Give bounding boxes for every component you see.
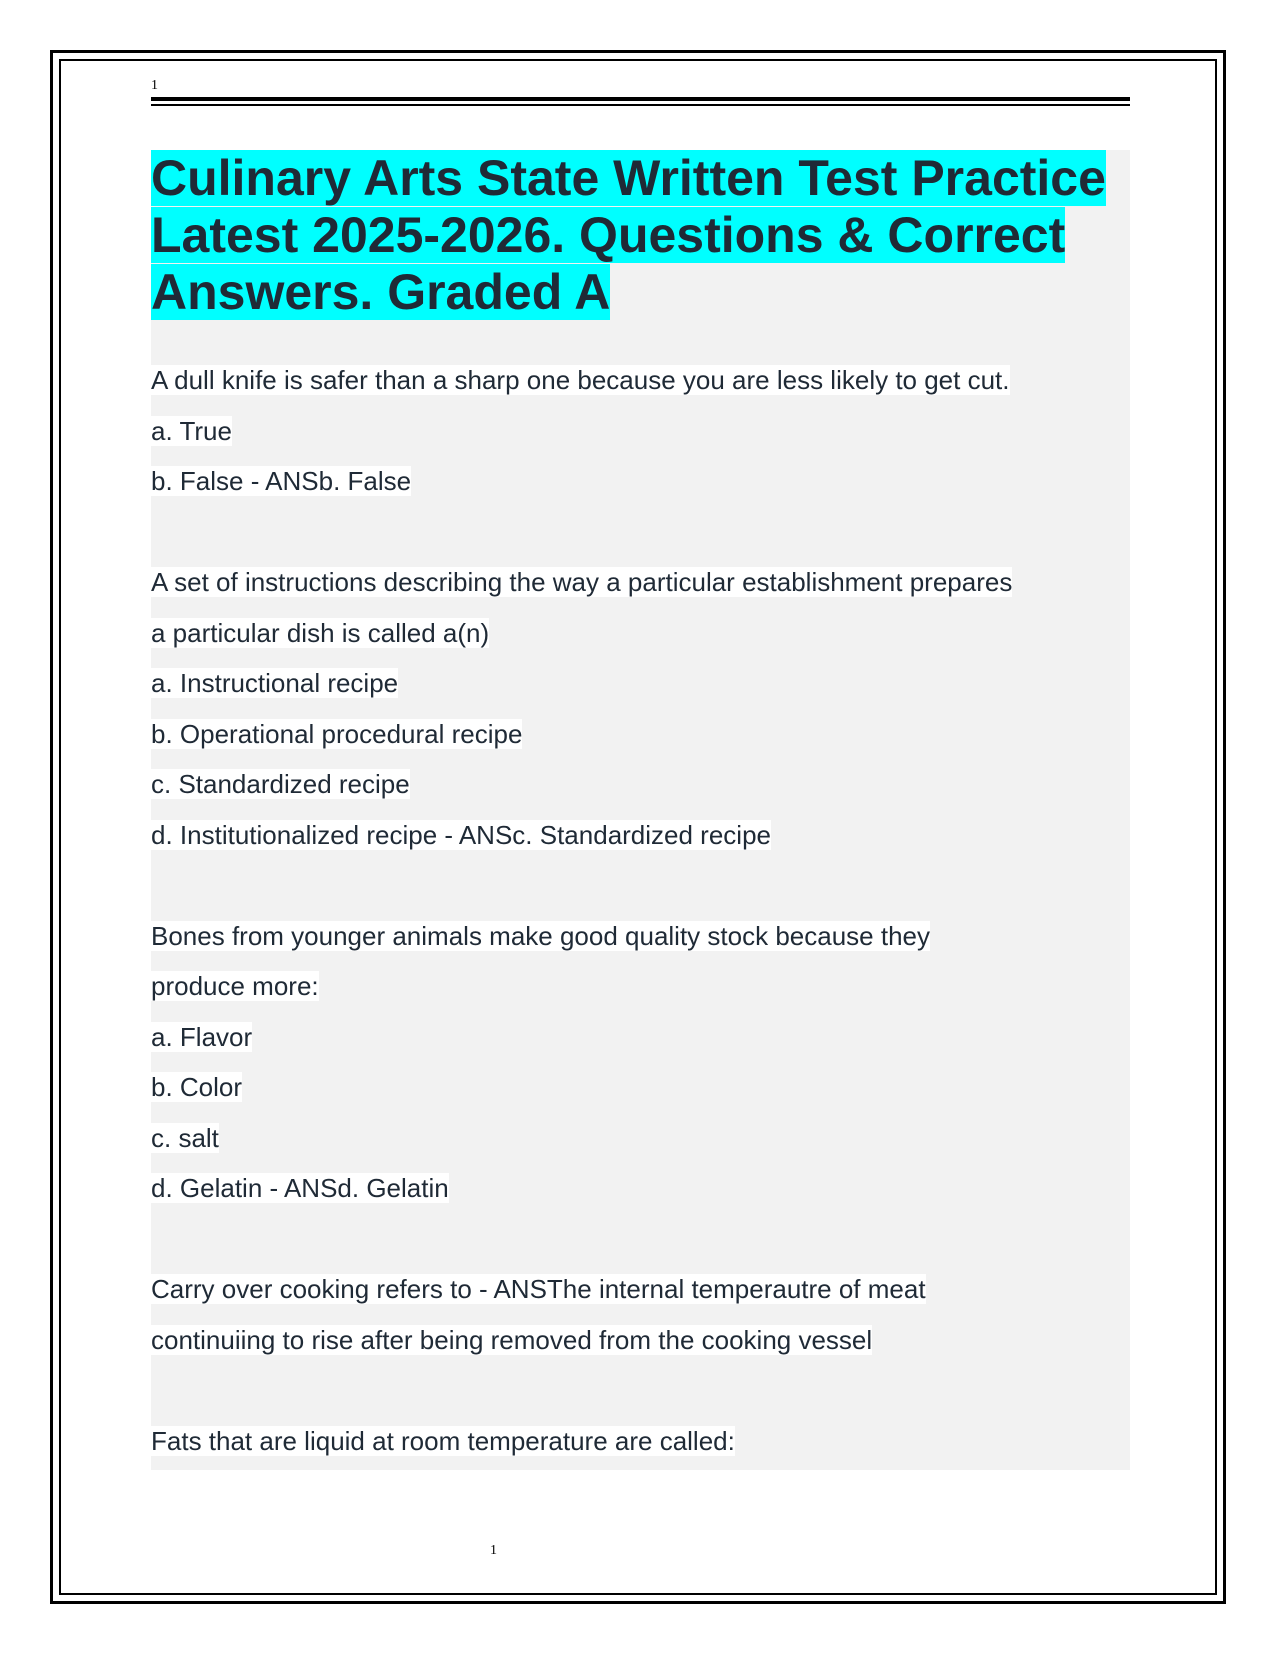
answer-option: b. Operational procedural recipe [151,718,523,749]
answer-option: d. Gelatin - ANSd. Gelatin [151,1173,449,1203]
header-rule-thick [151,97,1130,101]
question-block [151,1264,1130,1365]
question-block [151,557,1130,860]
document-content [151,150,1130,1466]
question-text: Fats that are liquid at room temperature are called: [151,1425,735,1456]
answer-option: b. False - ANSb. False [151,466,412,496]
answer-option: a. True [151,415,232,446]
question-text: Carry over cooking refers to - ANSThe internal temperautre of meat [151,1274,926,1304]
title-line: Culinary Arts State Written Test Practice [151,150,1106,206]
question-text: a particular dish is called a(n) [151,617,490,648]
answer-option: a. Instructional recipe [151,668,399,698]
question-block [151,911,1130,1214]
answer-option: a. Flavor [151,1021,253,1052]
answer-option: c. Standardized recipe [151,769,410,799]
header-rule-thin [151,104,1130,106]
question-block [151,355,1130,507]
question-text: continuiing to rise after being removed from the cooking vessel [151,1324,873,1355]
answer-option: d. Institutionalized recipe - ANSc. Standardized recipe [151,819,772,850]
question-text: produce more: [151,971,319,1001]
title-line: Latest 2025-2026. Questions & Correct [151,207,1066,263]
header-page-number: 1 [151,78,158,93]
answer-option: c. salt [151,1122,219,1153]
question-text: A dull knife is safer than a sharp one because you are less likely to get cut. [151,365,1010,395]
question-text: A set of instructions describing the way a particular establishment prepares [151,567,1013,597]
document-title [151,150,1130,321]
answer-option: b. Color [151,1072,243,1102]
question-text: Bones from younger animals make good quality stock because they [151,920,930,951]
footer-page-number: 1 [490,1543,497,1558]
title-line: Answers. Graded A [151,264,611,320]
question-block [151,1416,1130,1467]
